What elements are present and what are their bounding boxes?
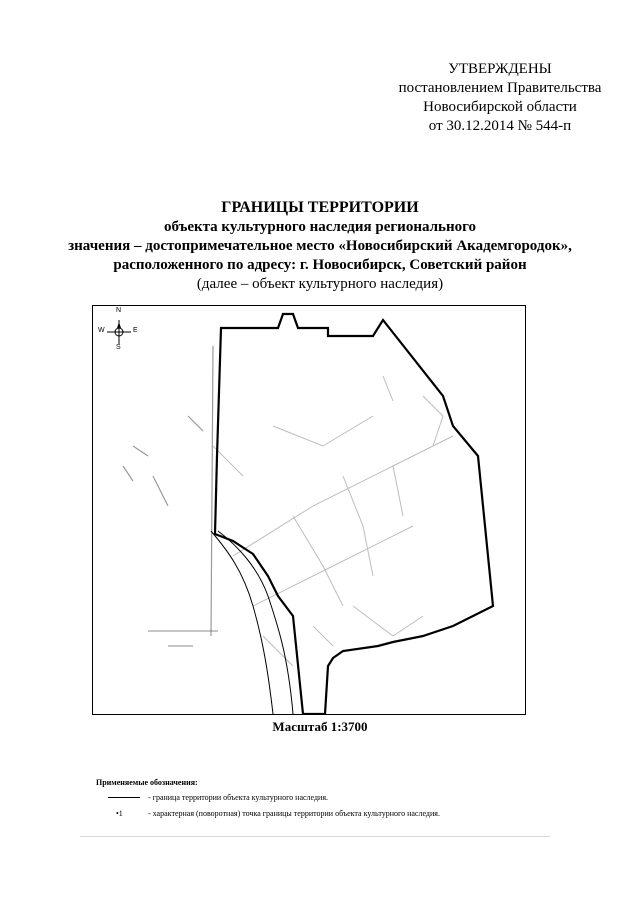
title-line-1: объекта культурного наследия регионального [163, 219, 477, 235]
compass-west: W [98, 327, 105, 334]
territory-boundary [215, 314, 493, 714]
legend-item-text: - характерная (поворотная) точка границы территории объекта культурного наследия. [148, 809, 440, 818]
map-scale: Масштаб 1:3700 [272, 719, 368, 734]
map-legend [96, 778, 596, 825]
title-note: (далее – объект культурного наследия) [196, 276, 444, 292]
compass-rose [98, 307, 139, 352]
turning-point-icon: •1 [116, 809, 123, 818]
territory-map [92, 305, 526, 715]
legend-item-boundary [96, 793, 596, 809]
boundary-line-icon [108, 797, 140, 798]
approval-date-number: от 30.12.2014 № 544-п [428, 118, 572, 134]
legend-title: Применяемые обозначения: [96, 778, 198, 787]
compass-east: E [133, 327, 138, 334]
map-drawing [93, 306, 525, 714]
map-outer-lines [123, 346, 213, 636]
compass-north: N [116, 307, 122, 314]
map-streets [213, 376, 453, 666]
approval-decree: постановлением Правительства [398, 80, 602, 96]
legend-item-text: - граница территории объекта культурного наследия. [148, 793, 329, 802]
approval-stamp [380, 60, 620, 136]
approval-region: Новосибирской области [423, 99, 577, 115]
map-inset-lines [148, 631, 218, 646]
title-main: ГРАНИЦЫ ТЕРРИТОРИИ [221, 199, 419, 216]
legend-item-point [96, 809, 596, 825]
document-title [40, 198, 600, 294]
page-divider [80, 836, 550, 837]
compass-south: S [116, 344, 121, 351]
title-line-3: расположенного по адресу: г. Новосибирск, Советский район [113, 257, 527, 273]
title-line-2: значения – достопримечательное место «Новосибирский Академгородок», [68, 238, 572, 254]
approval-heading: УТВЕРЖДЕНЫ [448, 61, 552, 77]
river-bank-left [211, 531, 273, 714]
